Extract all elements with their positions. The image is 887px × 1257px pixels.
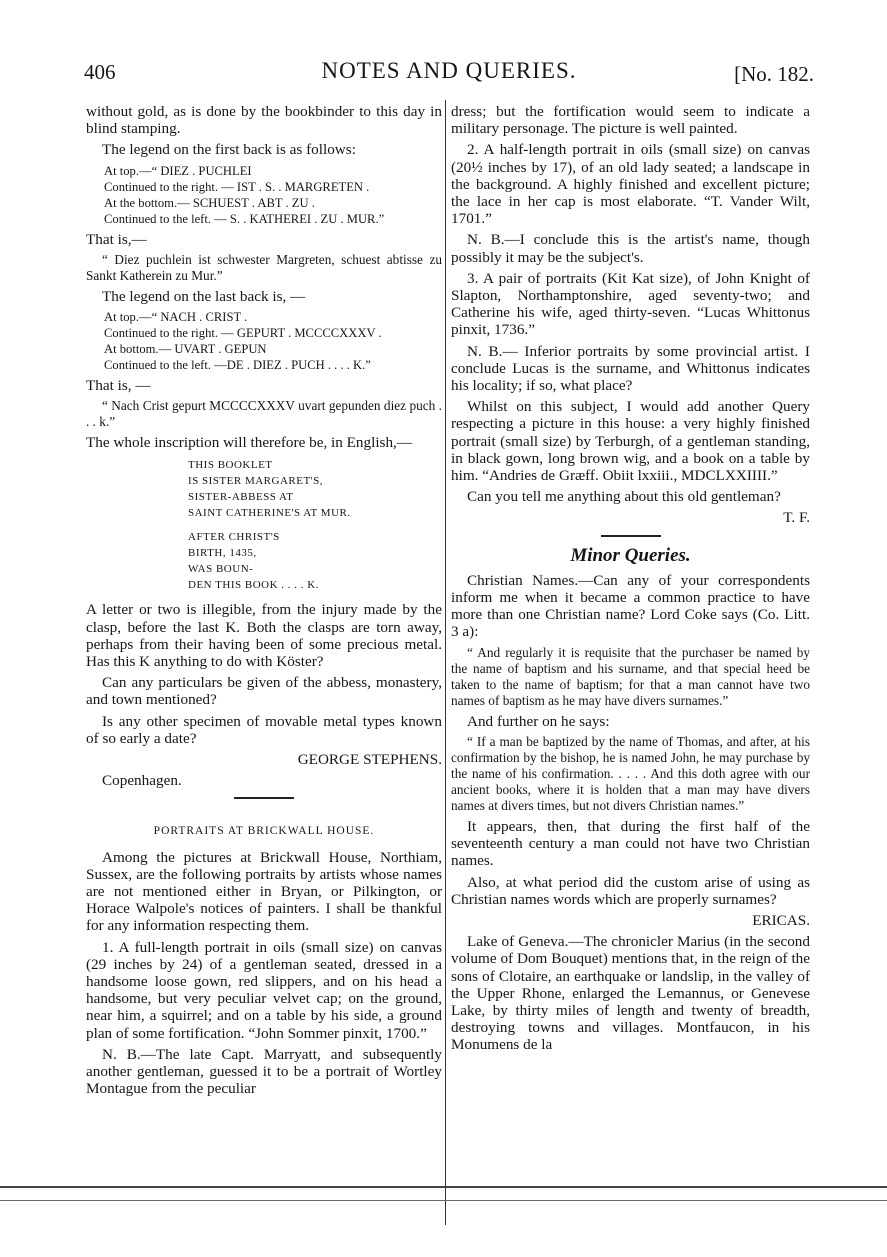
- issue-number: [No. 182.: [734, 62, 814, 86]
- legend-line: At top.—“ DIEZ . PUCHLEI: [104, 163, 252, 178]
- section-rule: [601, 535, 661, 537]
- page-bottom-rule: [0, 1200, 887, 1201]
- legend-line: At the bottom.— SCHUEST . ABT . ZU .: [104, 195, 315, 210]
- page-number: 406: [84, 60, 116, 84]
- page-header: [84, 58, 814, 92]
- journal-title: NOTES AND QUERIES.: [321, 58, 577, 83]
- legend-line: Continued to the left. — S. . KATHEREI . ZU . MUR.”: [104, 211, 385, 226]
- inscription-line: THIS BOOKLET: [188, 459, 273, 472]
- inscription-line: AFTER CHRIST'S: [188, 531, 280, 544]
- left-column: [86, 103, 442, 1213]
- paragraph: That is, —: [86, 377, 151, 395]
- paragraph: The legend on the first back is as follows:: [102, 141, 356, 159]
- legend-line: Continued to the left. —DE . DIEZ . PUCH . . . . K.”: [104, 358, 371, 373]
- paragraph: The legend on the last back is, —: [102, 287, 306, 305]
- column-divider: [445, 100, 446, 1225]
- paragraph: Among the pictures at Brickwall House, Northiam, Sussex, are the following portraits by artists whose names are not mentioned either in Bryan, or Pilkington, or Horace Walpole's notices of painters. I shall be thankful for any information respecting them.: [86, 848, 442, 935]
- legend-line: At top.—“ NACH . CRIST .: [104, 310, 248, 325]
- paragraph: dress; but the fortification would seem to indicate a military personage. The picture is well painted.: [451, 103, 810, 138]
- signature: ERICAS.: [752, 911, 810, 929]
- page-bottom-rule: [0, 1186, 887, 1188]
- paragraph: N. B.—The late Capt. Marryatt, and subsequently another gentleman, guessed it to be a portrait of Wortley Montague from the peculiar: [86, 1045, 442, 1098]
- paragraph: The whole inscription will therefore be, in English,—: [86, 434, 413, 452]
- inscription: [188, 457, 442, 593]
- inscription-line: DEN THIS BOOK . . . . K.: [188, 579, 319, 592]
- signature: T. F.: [783, 509, 810, 527]
- quote: “ Diez puchlein ist schwester Margreten, schuest abtisse zu Sankt Katherein zu Mur.”: [86, 251, 442, 283]
- legend-line: Continued to the right. — GEPURT . MCCCCXXXV .: [104, 326, 382, 341]
- paragraph: And further on he says:: [467, 712, 610, 730]
- signature: GEORGE STEPHENS.: [297, 751, 442, 769]
- quote: “ Nach Crist gepurt MCCCCXXXV uvart gepunden diez puch . . . k.”: [86, 398, 442, 430]
- inscription-line: SAINT CATHERINE'S AT MUR.: [188, 507, 351, 520]
- legend-line: Continued to the right. — IST . S. . MARGRETEN .: [104, 179, 370, 194]
- legend-line: At bottom.— UVART . GEPUN: [104, 342, 267, 357]
- paragraph: Can any particulars be given of the abbess, monastery, and town mentioned?: [86, 674, 442, 709]
- paragraph: N. B.— Inferior portraits by some provincial artist. I conclude Lucas is the surname, and Whittonus indicates his locality; if so, what place?: [451, 342, 810, 395]
- section-heading: Minor Queries.: [570, 544, 691, 566]
- paragraph: Is any other specimen of movable metal types known of so early a date?: [86, 712, 442, 747]
- paragraph: Christian Names.—Can any of your correspondents inform me when it became a common practice to have more than one Christian name? Lord Coke says (Co. Litt. 3 a):: [451, 571, 810, 641]
- paragraph: without gold, as is done by the bookbinder to this day in blind stamping.: [86, 103, 442, 138]
- paragraph: Whilst on this subject, I would add another Query respecting a picture in this house: a very highly finished portrait (small size) by Terburgh, of a gentleman standing, in black gown, long brown wig, and a book on a table by him. “Andries de Græff. Obiit lxxiii., MDCLXXIIII.”: [451, 398, 810, 485]
- paragraph: Lake of Geneva.—The chronicler Marius (in the second volume of Dom Bouquet) mentions that, in the reign of the sons of Clotaire, an earthquake or landslip, in the valley of the Upper Rhone, enlarged the Lemannus, or Genevese Lake, by thirty miles of length and twenty of breadth, destroying towns and villages. Montfaucon, in his Monumens de la: [451, 933, 810, 1054]
- paragraph: N. B.—I conclude this is the artist's name, though possibly it may be the subject's.: [451, 231, 810, 266]
- quote: “ And regularly it is requisite that the purchaser be named by the name of baptism and his surname, and that special heed be taken to the name of baptism; for that a man cannot have two names of baptism as he may have divers surnames.”: [451, 644, 810, 708]
- section-rule: [234, 797, 294, 799]
- inscription-line: BIRTH, 1435,: [188, 547, 257, 560]
- paragraph: Can you tell me anything about this old gentleman?: [467, 488, 781, 506]
- place-line: Copenhagen.: [102, 772, 182, 790]
- right-column: [451, 103, 810, 1213]
- section-heading: PORTRAITS AT BRICKWALL HOUSE.: [153, 825, 375, 838]
- inscription-line: SISTER-ABBESS AT: [188, 491, 294, 504]
- paragraph: 1. A full-length portrait in oils (small size) on canvas (29 inches by 24) of a gentleman seated, dressed in a handsome loose gown, red slippers, and on his head a handsome, but very peculiar velvet cap; on the ground, near him, a squirrel; and on a table by his side, a ground plan of some fortification. “John Sommer pinxit, 1700.”: [86, 938, 442, 1042]
- inscription-line: IS SISTER MARGARET'S,: [188, 475, 324, 488]
- paragraph: It appears, then, that during the first half of the seventeenth century a man could not have two Christian names.: [451, 817, 810, 870]
- paragraph: Also, at what period did the custom arise of using as Christian names words which are properly surnames?: [451, 873, 810, 908]
- legend-last-back: [104, 309, 442, 373]
- paragraph: 2. A half-length portrait in oils (small size) on canvas (20½ inches by 17), of an old lady seated; a landscape in the background. A highly finished and excellent picture; the lace in her cap is most elaborate. “T. Vander Wilt, 1701.”: [451, 141, 810, 228]
- paragraph: That is,—: [86, 230, 147, 248]
- legend-first-back: [104, 163, 442, 227]
- paragraph: 3. A pair of portraits (Kit Kat size), of John Knight of Slapton, Northamptonshire, aged seventy-two; and Catherine his wife, aged thirty-seven. “Lucas Whittonus pinxit, 1736.”: [451, 269, 810, 339]
- paragraph: A letter or two is illegible, from the injury made by the clasp, before the last K. Both the clasps are torn away, perhaps from their having been of some precious metal. Has this K anything to do with Köster?: [86, 601, 442, 671]
- quote: “ If a man be baptized by the name of Thomas, and after, at his confirmation by the bishop, he is named John, he may purchase by the name of his confirmation. . . . . And this doth agree with our ancient books, where it is holden that a man may have divers names at divers times, but not divers Christian names.”: [451, 733, 810, 813]
- inscription-line: WAS BOUN-: [188, 563, 254, 576]
